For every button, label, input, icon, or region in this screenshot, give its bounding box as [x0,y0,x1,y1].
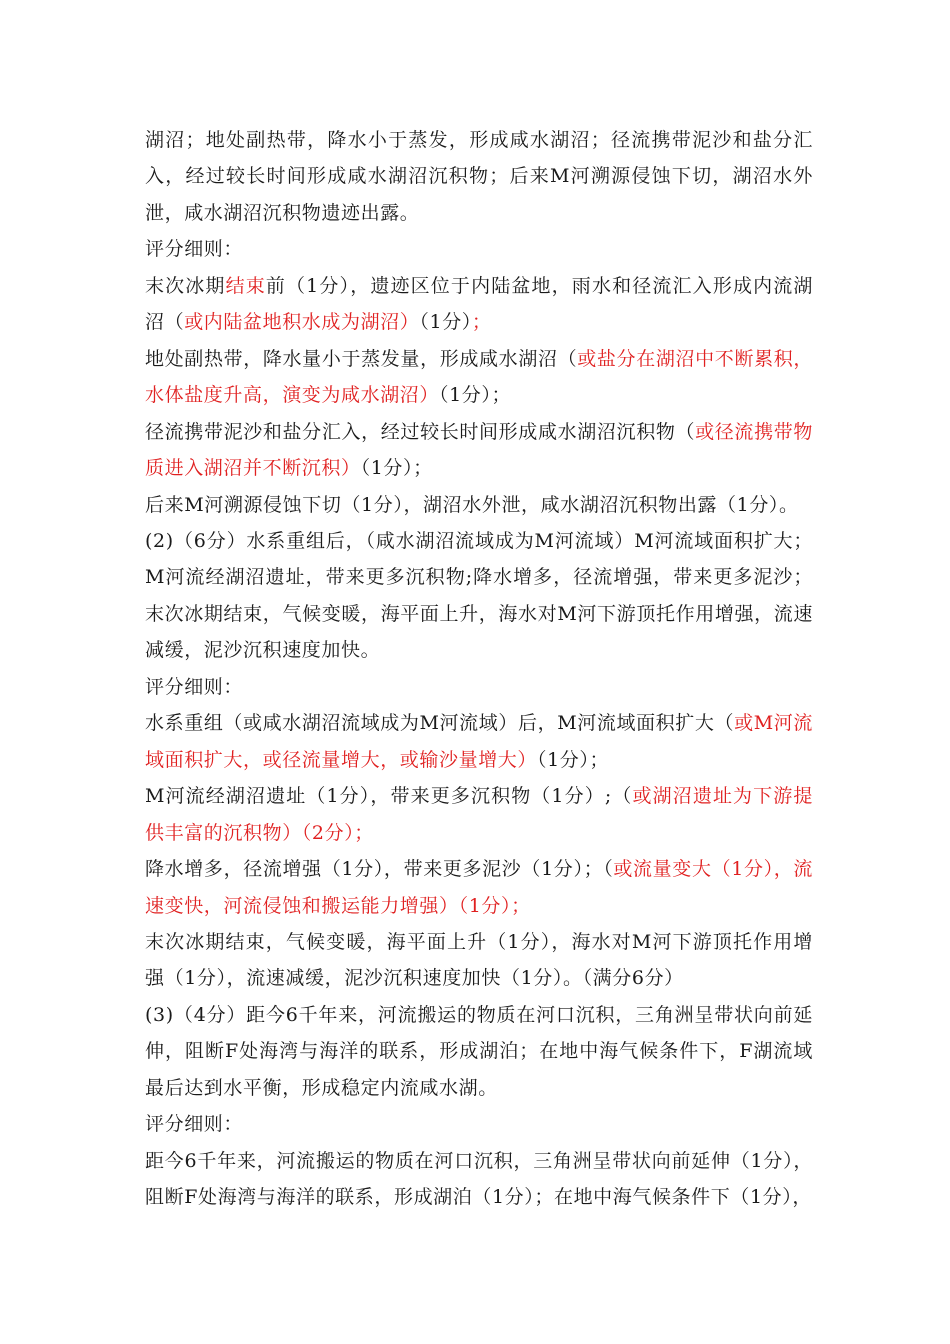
text-segment: 水系重组（或咸水湖沼流域成为M河流域）后，M河流域面积扩大（ [145,712,735,735]
highlight-segment: 或径流携带物质进入湖沼并不断沉积） [145,420,813,480]
text-segment: （1分） [419,311,472,334]
highlight-segment: 或内陆盆地积水成为湖沼） [184,311,420,334]
text-segment: （1分）； [537,748,610,771]
answer-paragraph-1-continued [145,122,813,231]
text-segment: 距今6千年来，河流搬运的物质在河口沉积，三角洲呈带状向前延伸（1分），阻断F处海湾与海洋的联系，形成湖泊（1分）；在地中海气候条件下（1分）， [145,1149,813,1209]
text-segment: 评分细则： [145,238,244,261]
rubric-item-2-4 [145,924,813,997]
rubric-item-2-3 [145,851,813,924]
text-segment: 降水增多，径流增强（1分），带来更多泥沙（1分）；（ [145,858,614,881]
text-segment: 评分细则： [145,675,244,698]
rubric-item-3-1 [145,1143,813,1216]
highlight-segment: 或M河流域面积扩大，或径流量增大，或输沙量增大） [145,712,813,771]
highlight-segment: 结束 [225,274,266,297]
highlight-segment: ； [471,311,492,334]
rubric-item-2-1 [145,705,813,778]
text-segment: (2)（6分）水系重组后，（咸水湖沼流域成为M河流域）M河流域面积扩大；M河流经湖沼遗址，带来更多沉积物;降水增多，径流增强，带来更多泥沙；末次冰期结束，气候变暖，海平面上升，海水对M河下游顶托作用增强，流速减缓，泥沙沉积速度加快。 [145,529,813,662]
rubric-item-2-2 [145,778,813,851]
answer-paragraph-3 [145,997,813,1106]
text-segment: 地处副热带，降水量小于蒸发量，形成咸水湖沼（ [145,347,578,370]
rubric-item-1-3 [145,414,813,487]
text-segment: （1分）； [439,384,512,407]
text-segment: 评分细则： [145,1113,244,1136]
rubric-item-1-4 [145,487,813,523]
highlight-segment: 或盐分在湖沼中不断累积，水体盐度升高，演变为咸水湖沼） [145,347,813,407]
text-segment: （1分）； [360,457,433,480]
text-segment: 末次冰期 [145,274,226,297]
text-segment: (3)（4分）距今6千年来，河流搬运的物质在河口沉积，三角洲呈带状向前延伸，阻断F处海湾与海洋的联系，形成湖泊；在地中海气候条件下，F湖流域最后达到水平衡，形成稳定内流咸水湖。 [145,1003,813,1099]
rubric-item-1-1 [145,268,813,341]
text-segment: 径流携带泥沙和盐分汇入，经过较长时间形成咸水湖沼沉积物（ [145,420,696,443]
document-page [145,122,813,1216]
rubric-item-1-2 [145,341,813,414]
rubric-heading-1 [145,231,813,267]
answer-paragraph-2 [145,523,813,669]
text-segment: 前（1分），遗迹区位于内陆盆地，雨水和径流汇入形成内流湖沼（ [145,274,814,334]
rubric-heading-2 [145,669,813,705]
text-segment: 末次冰期结束，气候变暖，海平面上升（1分），海水对M河下游顶托作用增强（1分），流速减缓，泥沙沉积速度加快（1分）。（满分6分） [145,930,813,990]
highlight-segment: 或流量变大（1分），流速变快，河流侵蚀和搬运能力增强）（1分）； [145,858,813,917]
rubric-heading-3 [145,1106,813,1142]
text-segment: 后来M河溯源侵蚀下切（1分），湖沼水外泄，咸水湖沼沉积物出露（1分）。 [145,493,799,516]
highlight-segment: 或湖沼遗址为下游提供丰富的沉积物）（2分）； [145,785,813,844]
text-segment: 湖沼；地处副热带，降水小于蒸发，形成咸水湖沼；径流携带泥沙和盐分汇入，经过较长时间形成咸水湖沼沉积物；后来M河溯源侵蚀下切，湖沼水外泄，咸水湖沼沉积物遗迹出露。 [145,129,813,224]
text-segment: M河流经湖沼遗址（1分），带来更多沉积物（1分）;（ [145,785,633,808]
